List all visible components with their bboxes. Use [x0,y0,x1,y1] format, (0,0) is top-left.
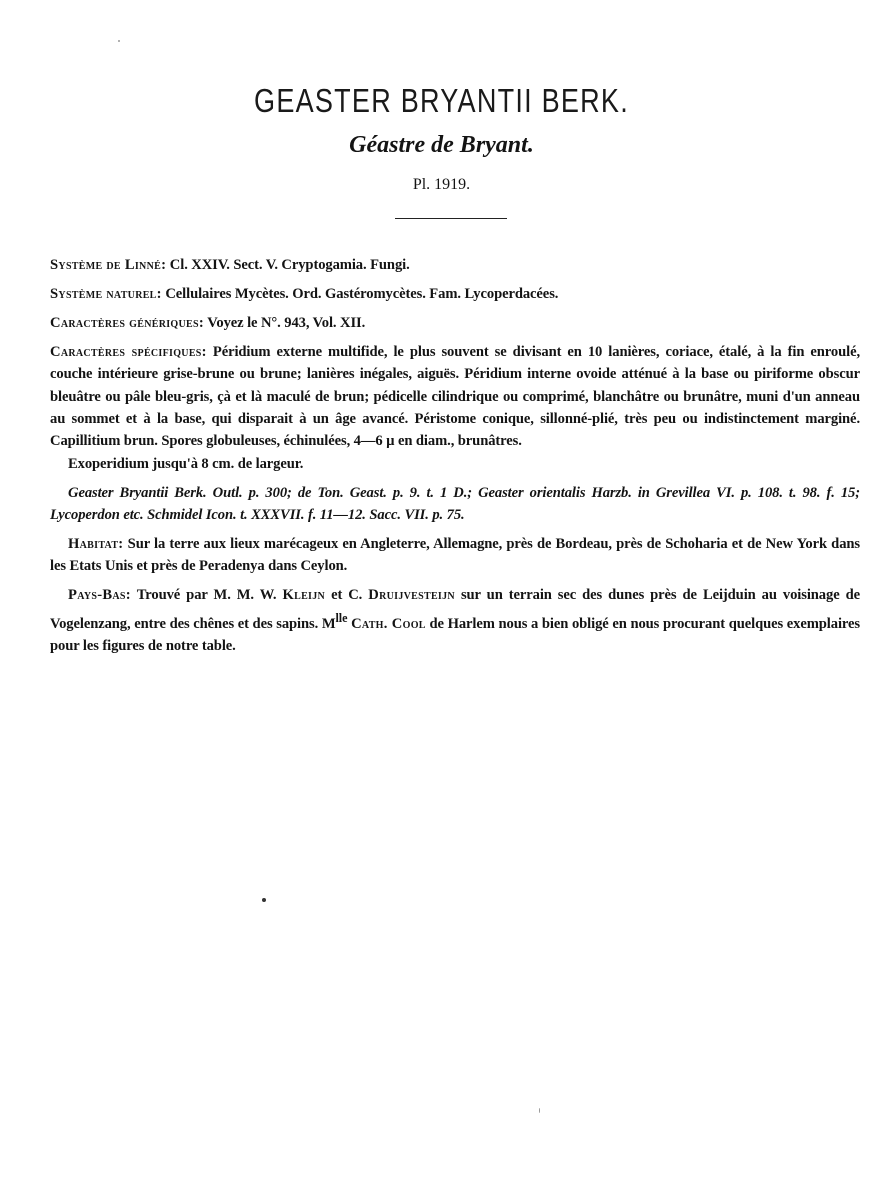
collector-name: Druijvesteijn [368,587,455,604]
section-generiques [50,312,860,334]
section-text: Sur la terre aux lieux marécageux en Angleterre, Allemagne, près de Bordeau, près de Schoharia et de New York dans les Etats Unis et près de Peradenya dans Ceylon. [50,535,860,575]
section-text: Voyez le N°. 943, Vol. XII. [204,314,366,331]
section-text: Trouvé par M. M. W. [130,587,283,604]
plate-number: Pl. 1919. [412,176,471,193]
scan-speck [539,1108,540,1113]
body-text [50,254,860,664]
title-divider [395,218,507,219]
section-label: Système de Linné: [50,257,167,273]
section-specifiques-extra: Exoperidium jusqu'à 8 cm. de largeur. [68,455,304,472]
section-naturel [50,283,860,305]
section-text: Cellulaires Mycètes. Ord. Gastéromycètes. Fam. Lycoperdacées. [161,285,559,302]
section-references: Geaster Bryantii Berk. Outl. p. 300; de Ton. Geast. p. 9. t. 1 D.; Geaster orientalis Harzb. in Grevillea VI. p. 108. t. 98. f. 15; Lycoperdon etc. Schmidel Icon. t. XXXVII. f. 11—12. Sacc. VII. p. 75. [50,484,860,524]
section-linne [50,254,860,276]
scan-speck [262,898,266,902]
section-label: Habitat: [68,535,124,552]
superscript: lle [335,610,348,625]
section-label: Système naturel: [50,285,162,302]
section-text: de Harlem nous a bien obligé en nous procurant quelques exemplaires pour les figures de notre table. [50,615,860,654]
section-paysbas [50,584,860,657]
section-text: Cl. XXIV. Sect. V. Cryptogamia. Fungi. [166,257,410,273]
section-text: sur un terrain sec des dunes près de Leijduin au voisinage de Vogelenzang, entre des chênes et des sapins. M [50,587,860,632]
section-text: Péridium externe multifide, le plus souvent se divisant en 10 lanières, coriace, étalé, à la fin enroulé, couche intérieure grise-brune ou brune; lanières inégales, aiguës. Péridium interne ovoide atténué à la base ou piriforme obscur bleuâtre ou pâle bleu-gris, çà et là maculé de brun; pédicelle cilindrique ou comprimé, blanchâtre ou brunâtre, muni d'un anneau au sommet et à la base, qui disparait à un âge avancé. Péristome conique, sillonné-plié, très peu ou indistinctement marginé. Capillitium brun. Spores globuleuses, échinulées, 4—6 µ en diam., brunâtres. [50,343,861,450]
page-subtitle: Géastre de Bryant. [349,132,534,158]
page-title: GEASTER BRYANTII BERK. [254,82,629,119]
section-specifiques [50,341,860,453]
scan-speck [118,40,120,42]
section-label: Pays-Bas: [68,587,131,604]
section-habitat [50,533,860,578]
section-label: Caractères spécifiques: [50,343,207,360]
donor-name: Cath. Cool [351,615,426,632]
collector-name: Kleijn [282,587,326,604]
section-text: et C. [325,587,369,604]
section-label: Caractères génériques: [50,314,205,331]
